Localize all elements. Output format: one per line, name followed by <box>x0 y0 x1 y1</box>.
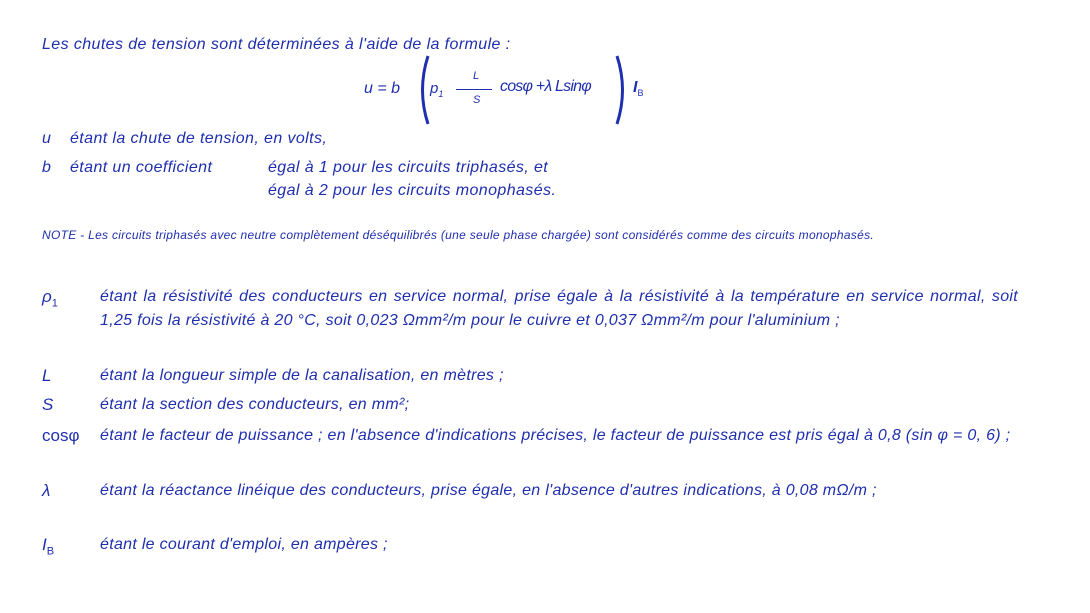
item-L-text: étant la longueur simple de la canalisation, en mètres ; <box>100 367 504 384</box>
formula-fraction-denominator: S <box>473 94 481 106</box>
item-S-symbol: S <box>42 395 54 414</box>
item-cos-symbol: cosφ <box>42 426 80 445</box>
item-L-symbol: L <box>42 366 52 385</box>
item-cos-text: étant le facteur de puissance ; en l'absence d'indications précises, le facteur de puissance est pris égal à 0,8 (sin φ = 0, 6) ; <box>100 427 1011 444</box>
formula-fraction-line <box>456 89 492 90</box>
left-paren-icon <box>416 54 430 126</box>
def-u-text: étant la chute de tension, en volts, <box>70 130 328 147</box>
formula-lhs: u = b <box>364 80 401 97</box>
item-lambda-text: étant la réactance linéique des conducteurs, prise égale, en l'absence d'autres indications, à 0,08 mΩ/m ; <box>100 482 877 499</box>
item-rho-text: étant la résistivité des conducteurs en service normal, prise égale à la résistivité à la température en service normal, soit 1,25 fois la résistivité à 20 °C, soit 0,023 Ωmm²/m pour le cuivre et 0,037 Ωmm²/m pour l'aluminium ; <box>100 288 1018 329</box>
item-lambda-symbol: λ <box>42 481 51 500</box>
right-paren-icon <box>615 54 629 126</box>
intro-text: Les chutes de tension sont déterminées à l'aide de la formule : <box>42 36 511 53</box>
formula-p1: $p_1$ <box>430 80 444 99</box>
def-b-symbol: b <box>42 159 52 176</box>
item-rho-symbol: $\rho_1$ <box>42 287 58 310</box>
item-IB-text: étant le courant d'emploi, en ampères ; <box>100 536 388 553</box>
def-u-symbol: u <box>42 130 52 147</box>
formula-fraction-numerator: L <box>473 70 480 82</box>
voltage-drop-formula <box>360 54 660 126</box>
def-b-text: étant un coefficient <box>70 159 213 176</box>
item-S-text: étant la section des conducteurs, en mm²; <box>100 396 410 413</box>
item-IB-symbol: $I_B$ <box>42 535 55 558</box>
formula-ib: $I_B$ <box>633 79 644 99</box>
note-text: NOTE - Les circuits triphasés avec neutre complètement déséquilibrés (une seule phase chargée) sont considérés comme des circuits monophasés. <box>42 228 875 242</box>
def-b-line2: égal à 2 pour les circuits monophasés. <box>268 182 557 199</box>
def-b-line1: égal à 1 pour les circuits triphasés, et <box>268 159 549 176</box>
formula-body: cosφ +λ Lsinφ <box>500 78 591 95</box>
